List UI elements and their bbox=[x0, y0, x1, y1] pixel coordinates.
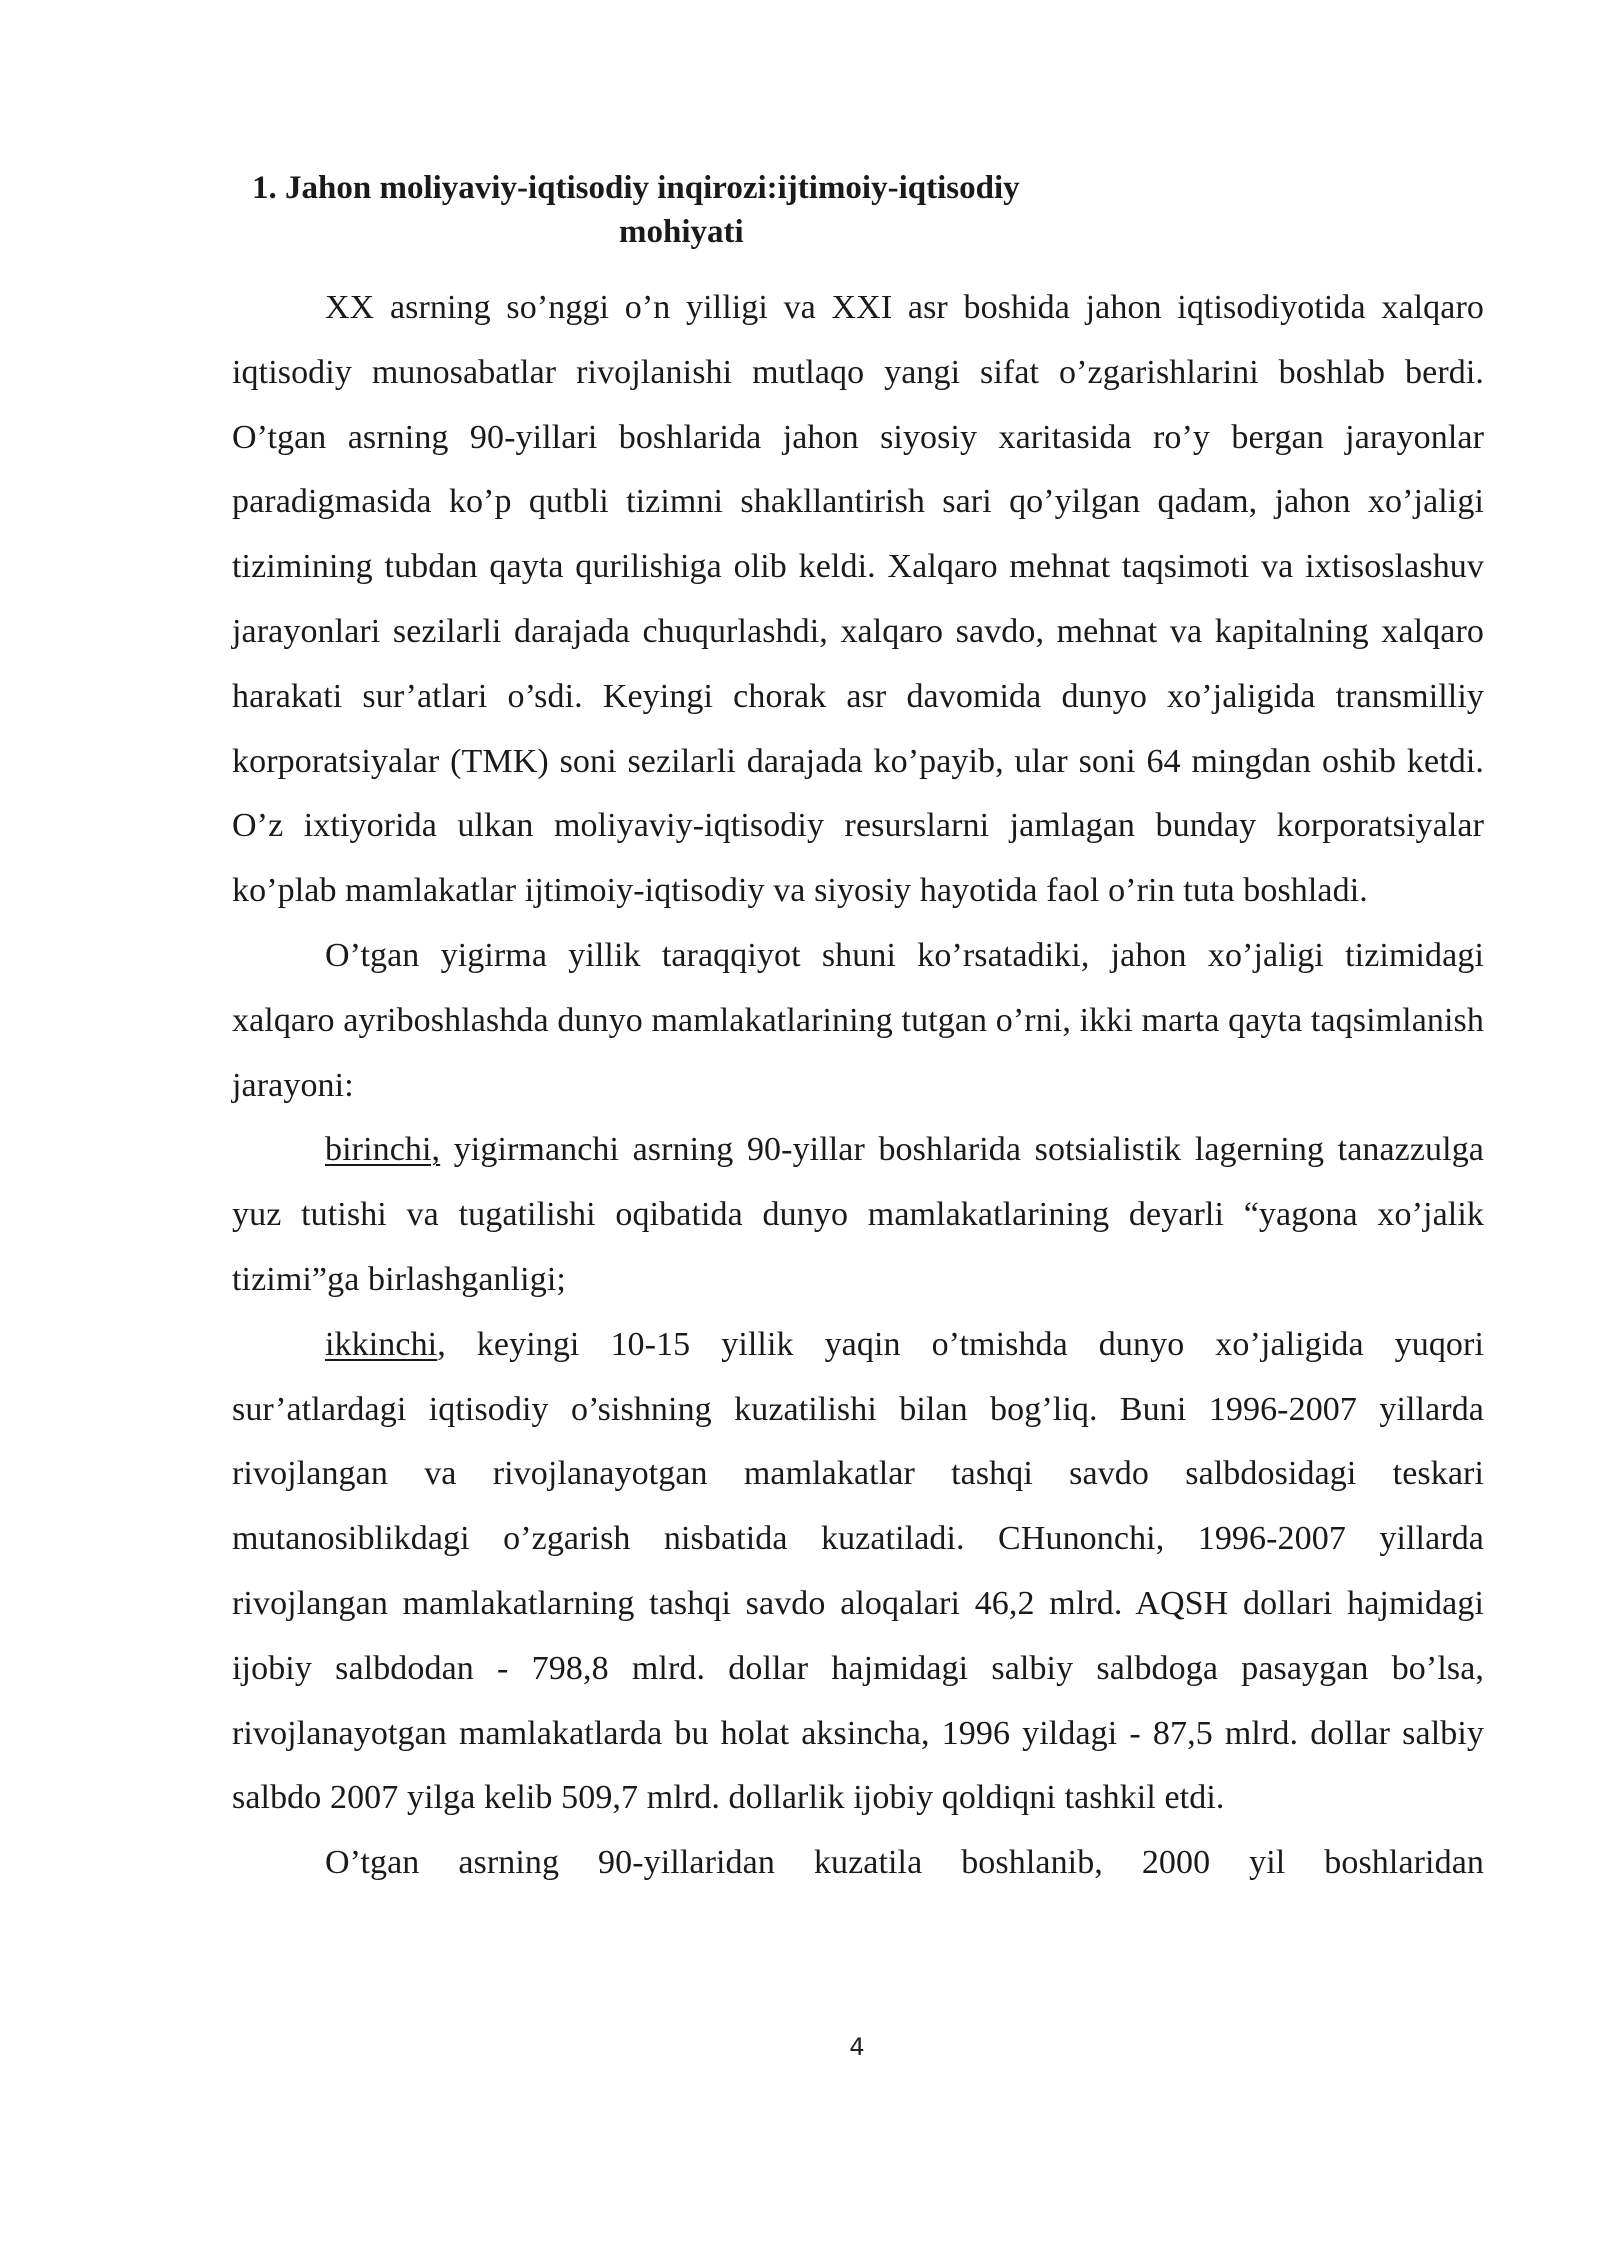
paragraph-1: XX asrning so’nggi o’n yilligi va XXI asr boshida jahon iqtisodiyotida xalqaro iqtisodiy munosabatlar rivojlanishi mutlaqo yangi sifat o’zgarishlarini boshlab berdi. O’tgan asrning 90-yillari boshlarida jahon siyosiy xaritasida ro’y bergan jarayonlar paradigmasida ko’p qutbli tizimni shakllantirish sari qo’yilgan qadam, jahon xo’jaligi tizimining tubdan qayta qurilishiga olib keldi. Xalqaro mehnat taqsimoti va ixtisoslashuv jarayonlari sezilarli darajada chuqurlashdi, xalqaro savdo, mehnat va kapitalning xalqaro harakati sur’atlari o’sdi. Keyingi chorak asr davomida dunyo xo’jaligida transmilliy korporatsiyalar (TMK) soni sezilarli darajada ko’payib, ular soni 64 mingdan oshib ketdi. O’z ixtiyorida ulkan moliyaviy-iqtisodiy resurslarni jamlagan bunday korporatsiyalar ko’plab mamlakatlar ijtimoiy-iqtisodiy va siyosiy hayotida faol o’rin tuta boshladi. bbox=[232, 289, 1484, 910]
page-number: 4 bbox=[849, 2033, 865, 2061]
body-text bbox=[232, 276, 1484, 1896]
paragraph-4-label: ikkinchi bbox=[325, 1325, 438, 1363]
paragraph-3 bbox=[232, 1118, 1484, 1312]
heading-line-1: 1. Jahon moliyaviy-iqtisodiy inqirozi:ijtimoiy-iqtisodiy bbox=[252, 170, 1020, 206]
paragraph-3-label: birinchi, bbox=[325, 1131, 441, 1169]
paragraph-2: O’tgan yigirma yillik taraqqiyot shuni ko’rsatadiki, jahon xo’jaligi tizimidagi xalqaro ayriboshlashda dunyo mamlakatlarining tutgan o’rni, ikki marta qayta taqsimlanish jarayoni: bbox=[232, 936, 1484, 1104]
section-heading bbox=[252, 166, 1172, 254]
paragraph-4-text: , keyingi 10-15 yillik yaqin o’tmishda dunyo xo’jaligida yuqori sur’atlardagi iqtisodiy o’sishning kuzatilishi bilan bog’liq. Buni 1996-2007 yillarda rivojlangan va rivojlanayotgan mamlakatlar tashqi savdo salbdosidagi teskari mutanosiblikdagi o’zgarish nisbatida kuzatiladi. CHunonchi, 1996-2007 yillarda rivojlangan mamlakatlarning tashqi savdo aloqalari 46,2 mlrd. AQSH dollari hajmidagi ijobiy salbdodan - 798,8 mlrd. dollar hajmidagi salbiy salbdoga pasaygan bo’lsa, rivojlanayotgan mamlakatlarda bu holat aksincha, 1996 yildagi - 87,5 mlrd. dollar salbiy salbdo 2007 yilga kelib 509,7 mlrd. dollarlik ijobiy qoldiqni tashkil etdi. bbox=[232, 1325, 1484, 1817]
paragraph-5: O’tgan asrning 90-yillaridan kuzatila boshlanib, 2000 yil boshlaridan bbox=[325, 1844, 1484, 1882]
paragraph-3-text: yigirmanchi asrning 90-yillar boshlarida sotsialistik lagerning tanazzulga yuz tutishi va tugatilishi oqibatida dunyo mamlakatlarining deyarli “yagona xo’jalik tizimi”ga birlashganligi; bbox=[232, 1131, 1484, 1298]
paragraph-4 bbox=[232, 1313, 1484, 1831]
heading-line-2: mohiyati bbox=[619, 214, 744, 250]
